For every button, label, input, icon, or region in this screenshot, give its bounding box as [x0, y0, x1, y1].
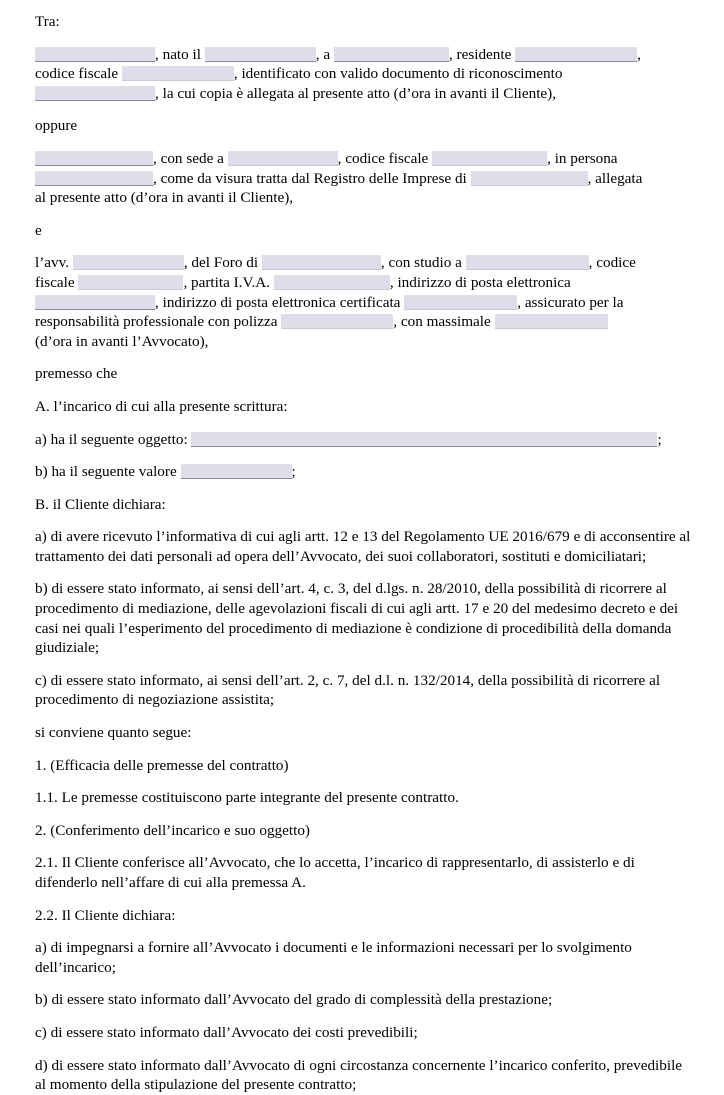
paragraph-item-a [35, 397, 691, 417]
text-clause-1: 1. (Efficacia delle premesse del contratto) [35, 756, 289, 774]
paragraph-clause-2-1 [35, 853, 691, 892]
text-allegata: , allegata [587, 169, 643, 187]
text-persona-comma: , [637, 45, 641, 63]
text-clause-2-2-c: c) di essere stato informato dall’Avvocato dei costi prevedibili; [35, 1023, 418, 1041]
text-partita-iva: , partita I.V.A. [183, 273, 271, 291]
text-identificato: , identificato con valido documento di riconoscimento [233, 65, 563, 83]
text-item-a-b: b) ha il seguente valore [35, 463, 177, 481]
text-clause-2-2: 2.2. Il Cliente dichiara: [35, 906, 176, 924]
text-con-sede-a: , con sede a [153, 149, 224, 167]
field-societa-sede[interactable] [228, 151, 338, 166]
text-clause-2-2-b: b) di essere stato informato dall’Avvocato del grado di complessità della prestazione; [35, 991, 553, 1009]
paragraph-clause-2-2-c [35, 1023, 691, 1043]
text-lavv: l’avv. [35, 254, 70, 272]
text-clause-2-2-d: d) di essere stato informato dall’Avvocato di ogni circostanza concernente l’incarico conferito, prevedibile al momento della stipulazione del presente contratto; [35, 1056, 683, 1094]
field-cliente-residente[interactable] [515, 47, 637, 62]
text-clause-2-2-a: a) di impegnarsi a fornire all’Avvocato i documenti e le informazioni necessari per lo svolgimento dell’incarico; [35, 939, 632, 976]
paragraph-tra [35, 12, 691, 32]
field-avvocato-studio[interactable] [466, 255, 589, 270]
field-avvocato-partita-iva[interactable] [274, 275, 390, 290]
text-visura-registro: , come da visura tratta dal Registro delle Imprese di [153, 169, 467, 187]
text-con-studio-a: , con studio a [380, 254, 462, 272]
text-del-foro-di: , del Foro di [183, 254, 259, 272]
label-oppure: oppure [35, 117, 78, 135]
paragraph-clause-1 [35, 756, 691, 776]
paragraph-clause-2 [35, 821, 691, 841]
paragraph-item-b-a [35, 527, 691, 566]
text-in-persona: , in persona [547, 149, 618, 167]
paragraph-e [35, 221, 691, 241]
text-copia-allegata: , la cui copia è allegata al presente atto (d’ora in avanti il Cliente), [155, 84, 557, 102]
field-avvocato-foro[interactable] [262, 255, 381, 270]
field-cliente-codice-fiscale[interactable] [122, 66, 234, 81]
text-item-a-a-end: ; [657, 430, 662, 448]
field-incarico-valore[interactable] [181, 464, 292, 479]
text-clause-2: 2. (Conferimento dell’incarico e suo oggetto) [35, 821, 310, 839]
text-item-b-b: b) di essere stato informato, ai sensi dell’art. 4, c. 3, del d.lgs. n. 28/2010, della possibilità di ricorrere al procedimento di mediazione, delle agevolazioni fiscali di cui agli artt. 17 e 20 del medesimo decreto e dei casi nei quali l’esperimento del procedimento di mediazione è condizione di procedibilità della domanda giudiziale; [35, 580, 679, 657]
text-clause-1-1: 1.1. Le premesse costituiscono parte integrante del presente contratto. [35, 789, 459, 807]
document-body [35, 12, 691, 1095]
paragraph-si-conviene [35, 723, 691, 743]
text-item-b-a: a) di avere ricevuto l’informativa di cui agli artt. 12 e 13 del Regolamento UE 2016/679 e di acconsentire al trattamento dei dati personali ad opera dell’Avvocato, dei suoi collaboratori, sostituti e domiciliatari; [35, 528, 691, 565]
field-societa-rappresentante[interactable] [35, 171, 153, 186]
field-incarico-oggetto[interactable] [191, 432, 657, 447]
text-item-a: A. l’incarico di cui alla presente scrittura: [35, 397, 288, 415]
paragraph-clause-2-2-b [35, 990, 691, 1010]
paragraph-avvocato [35, 253, 691, 351]
text-item-a-b-end: ; [291, 463, 296, 481]
text-codice-fiscale-label: codice fiscale [35, 65, 119, 83]
text-societa-presente-atto: al presente atto (d’ora in avanti il Cliente), [35, 189, 294, 207]
text-item-b-c: c) di essere stato informato, ai sensi dell’art. 2, c. 7, del d.l. n. 132/2014, della possibilità di ricorrere al procedimento di negoziazione assistita; [35, 671, 661, 709]
field-cliente-nome[interactable] [35, 47, 155, 62]
field-societa-registro-imprese[interactable] [471, 171, 588, 186]
text-societa-codice-fiscale: , codice fiscale [337, 149, 429, 167]
text-dora-avvocato: (d’ora in avanti l’Avvocato), [35, 332, 209, 350]
paragraph-item-b-c [35, 671, 691, 710]
text-avv-codice: , codice [588, 254, 636, 272]
paragraph-clause-2-2-a [35, 938, 691, 977]
field-societa-codice-fiscale[interactable] [432, 151, 547, 166]
field-cliente-nato-a[interactable] [334, 47, 449, 62]
text-indirizzo-pec: , indirizzo di posta elettronica certificata [155, 293, 401, 311]
paragraph-premesso-che [35, 364, 691, 384]
paragraph-oppure [35, 116, 691, 136]
field-avvocato-polizza[interactable] [281, 314, 393, 329]
text-item-b: B. il Cliente dichiara: [35, 495, 166, 513]
paragraph-cliente-persona-fisica [35, 45, 691, 104]
paragraph-item-b [35, 495, 691, 515]
field-avvocato-massimale[interactable] [495, 314, 608, 329]
field-avvocato-nome[interactable] [73, 255, 184, 270]
paragraph-clause-1-1 [35, 788, 691, 808]
field-societa-denominazione[interactable] [35, 151, 153, 166]
paragraph-clause-2-2 [35, 906, 691, 926]
text-clause-2-1: 2.1. Il Cliente conferisce all’Avvocato, che lo accetta, l’incarico di rappresentarlo, di assisterlo e di difenderlo nell’affare di cui alla premessa A. [35, 854, 635, 891]
text-item-a-a: a) ha il seguente oggetto: [35, 430, 188, 448]
field-avvocato-pec[interactable] [404, 295, 517, 310]
text-indirizzo-email: , indirizzo di posta elettronica [389, 273, 571, 291]
text-assicurato: , assicurato per la [517, 293, 624, 311]
label-tra: Tra: [35, 13, 60, 30]
field-avvocato-email[interactable] [35, 295, 155, 310]
paragraph-cliente-societa [35, 149, 691, 208]
paragraph-item-a-b [35, 462, 691, 482]
field-cliente-documento[interactable] [35, 86, 155, 101]
text-avv-fiscale: fiscale [35, 273, 75, 291]
label-premesso-che: premesso che [35, 365, 118, 383]
label-e: e [35, 221, 42, 239]
text-residente: , residente [448, 45, 512, 63]
field-avvocato-codice-fiscale[interactable] [78, 275, 183, 290]
text-nato-il: , nato il [155, 45, 201, 63]
field-cliente-nato-il[interactable] [205, 47, 316, 62]
text-si-conviene: si conviene quanto segue: [35, 724, 192, 742]
paragraph-item-b-b [35, 579, 691, 657]
text-responsabilita-polizza: responsabilità professionale con polizza [35, 313, 278, 331]
paragraph-clause-2-2-d [35, 1056, 691, 1095]
text-con-massimale: , con massimale [393, 313, 491, 331]
text-nato-a: , a [315, 45, 331, 63]
paragraph-item-a-a [35, 430, 691, 450]
